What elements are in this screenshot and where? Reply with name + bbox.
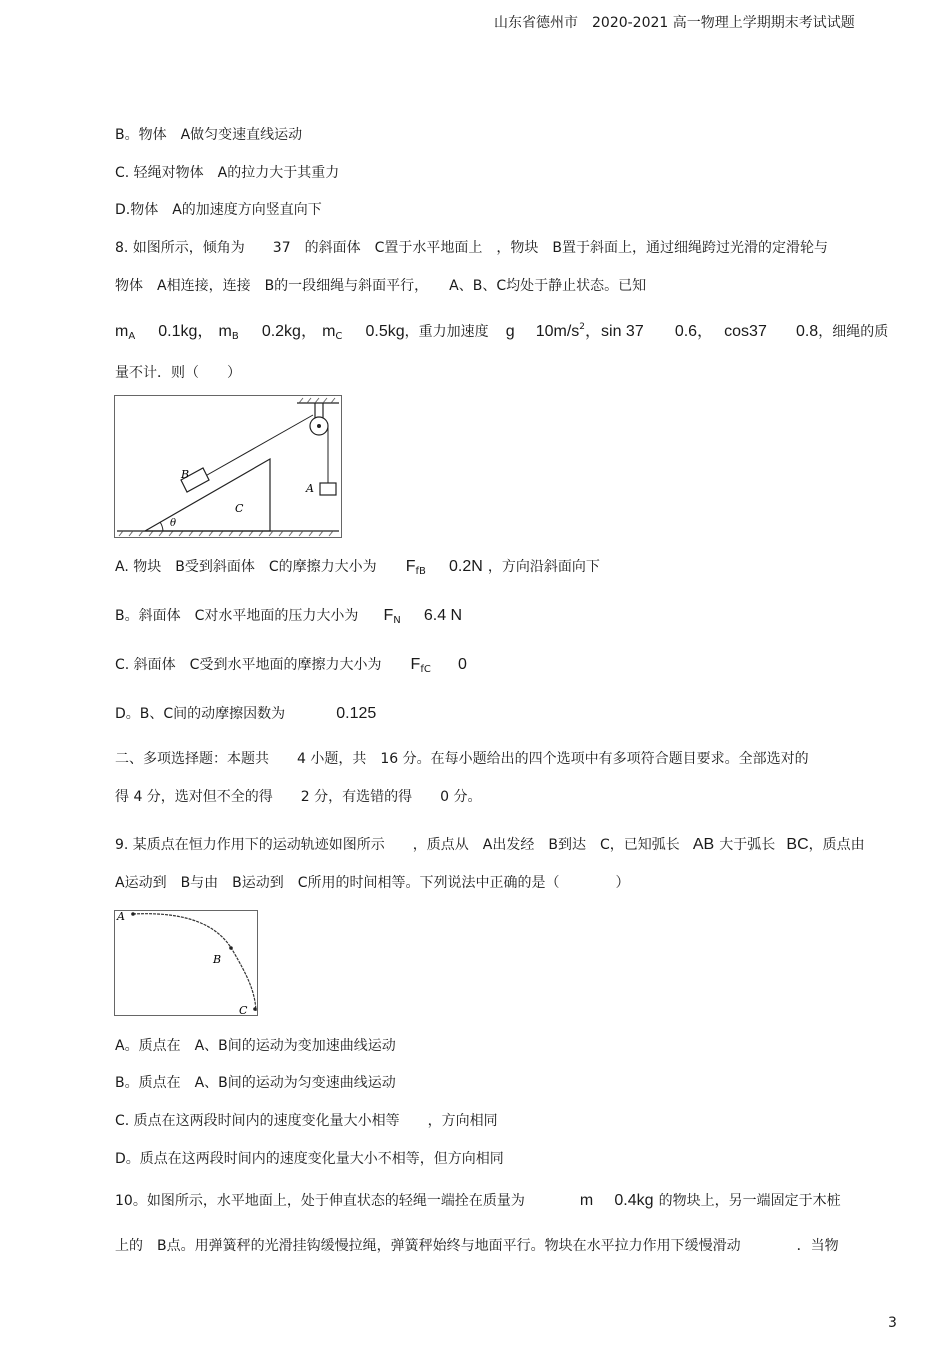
- q10-mass-symbol: m: [579, 1192, 594, 1209]
- q9-option-d: D。质点在这两段时间内的速度变化量大小不相等，但方向相同: [115, 1151, 504, 1167]
- q8-b-text: B。斜面体 C对水平地面的压力大小为: [115, 608, 359, 624]
- q8-option-c: [115, 654, 467, 675]
- q9-stem-line2: A运动到 B与由 B运动到 C所用的时间相等。下列说法中正确的是（ ）: [115, 875, 630, 891]
- cos-label: cos37: [724, 323, 767, 340]
- sin-value: 0.6，: [674, 323, 714, 340]
- label-a: A: [117, 911, 125, 923]
- label-theta: θ: [170, 518, 177, 529]
- q8-a-tail: ，方向沿斜面向下: [487, 559, 600, 575]
- trajectory-curve: [133, 914, 256, 1011]
- mB-value: 0.2kg，: [261, 323, 317, 340]
- g-exponent: 2: [579, 322, 586, 332]
- q8-a-symbol: F: [405, 558, 416, 575]
- page-number: 3: [888, 1315, 897, 1331]
- q8-stem-line4: 量不计．则（ ）: [115, 365, 241, 381]
- mC-symbol: m: [322, 323, 336, 340]
- g-symbol: g: [505, 323, 515, 340]
- q10-line1-tail: 的物块上，另一端固定于木桩: [658, 1193, 841, 1209]
- q8-stem-line1: 8. 如图所示，倾角为 37 的斜面体 C置于水平地面上 ，物块 B置于斜面上，通过细绳跨过光滑的定滑轮与: [115, 240, 828, 256]
- q8-a-text: A. 物块 B受到斜面体 C的摩擦力大小为: [115, 559, 377, 575]
- q8-d-text: D。B、C间的动摩擦因数为: [115, 706, 286, 722]
- q8-option-d: [115, 703, 376, 723]
- q9-option-b: B。质点在 A、B间的运动为匀变速曲线运动: [115, 1075, 396, 1091]
- q10-mass-value: 0.4kg: [614, 1192, 654, 1209]
- q9-line1-text: 9. 某质点在恒力作用下的运动轨迹如图所示 ，质点从 A出发经 B到达 C，已知弧长: [115, 837, 680, 853]
- q8-a-value: 0.2N: [448, 558, 483, 575]
- section2-line1: 二、多项选择题：本题共 4 小题，共 16 分。在每小题给出的四个选项中有多项符合题目要求。全部选对的: [115, 751, 809, 767]
- q8-b-symbol: F: [383, 607, 394, 624]
- rope-upper: [193, 415, 313, 483]
- label-c: C: [235, 502, 244, 515]
- incline-c: [145, 459, 270, 531]
- q8-d-value: 0.125: [336, 705, 377, 722]
- q10-stem-line2: 上的 B点。用弹簧秤的光滑挂钩缓慢拉绳，弹簧秤始终与地面平行。物块在水平拉力作用下缓慢滑动 ．当物: [115, 1238, 839, 1254]
- q7-option-b: B。物体 A做匀变速直线运动: [115, 127, 303, 143]
- page-header: 山东省德州市 2020-2021 高一物理上学期期末考试试题: [494, 15, 855, 31]
- g-label: ，重力加速度: [404, 324, 489, 340]
- g-value: 10m/s: [535, 323, 580, 340]
- q8-c-value: 0: [457, 656, 467, 673]
- q9-trajectory-figure: [114, 910, 258, 1016]
- sin-label: ，sin 37: [585, 323, 644, 340]
- label-b: B: [181, 468, 190, 481]
- q9-stem-line1: [115, 834, 865, 854]
- q9-arc-bc: BC: [786, 836, 809, 853]
- q8-b-value: 6.4 N: [423, 607, 463, 624]
- mC-value: 0.5kg: [365, 323, 405, 340]
- q8-c-symbol: F: [410, 656, 421, 673]
- q8-a-subscript: fB: [415, 566, 426, 577]
- mC-subscript: C: [335, 331, 343, 342]
- q10-line1-text: 10。如图所示，水平地面上，处于伸直状态的轻绳一端拴在质量为: [115, 1193, 525, 1209]
- trajectory-diagram: [115, 911, 257, 1015]
- q10-stem-line1: [115, 1190, 841, 1210]
- q9-option-a: A。质点在 A、B间的运动为变加速曲线运动: [115, 1038, 396, 1054]
- q8-stem-line2: 物体 A相连接，连接 B的一段细绳与斜面平行， A、B、C均处于静止状态。已知: [115, 278, 647, 294]
- q8-option-b: [115, 605, 462, 626]
- label-a: A: [306, 482, 314, 495]
- cos-value: 0.8: [795, 323, 819, 340]
- mB-subscript: B: [231, 331, 239, 342]
- q7-option-d: D.物体 A的加速度方向竖直向下: [115, 202, 322, 218]
- q9-option-c: C. 质点在这两段时间内的速度变化量大小相等 ，方向相同: [115, 1113, 498, 1129]
- q9-line1-mid: 大于弧长: [719, 837, 776, 853]
- mB-symbol: m: [218, 323, 232, 340]
- block-a: [320, 483, 336, 495]
- label-b: B: [213, 953, 222, 966]
- given-tail: ，细绳的质: [818, 324, 889, 340]
- q9-line1-tail: ，质点由: [808, 837, 865, 853]
- mA-symbol: m: [115, 323, 129, 340]
- q8-incline-figure: [114, 395, 342, 538]
- q8-given-values: [115, 318, 888, 342]
- q8-c-subscript: fC: [420, 664, 431, 675]
- label-c: C: [239, 1004, 248, 1015]
- q7-option-c: C. 轻绳对物体 A的拉力大于其重力: [115, 165, 340, 181]
- q8-c-text: C. 斜面体 C受到水平地面的摩擦力大小为: [115, 657, 382, 673]
- q8-option-a: [115, 556, 600, 577]
- section2-line2: 得 4 分，选对但不全的得 2 分，有选错的得 0 分。: [115, 789, 482, 805]
- incline-diagram: [115, 396, 341, 537]
- mA-value: 0.1kg，: [158, 323, 214, 340]
- q9-arc-ab: AB: [692, 836, 715, 853]
- q8-b-subscript: N: [393, 615, 401, 626]
- mA-subscript: A: [128, 331, 136, 342]
